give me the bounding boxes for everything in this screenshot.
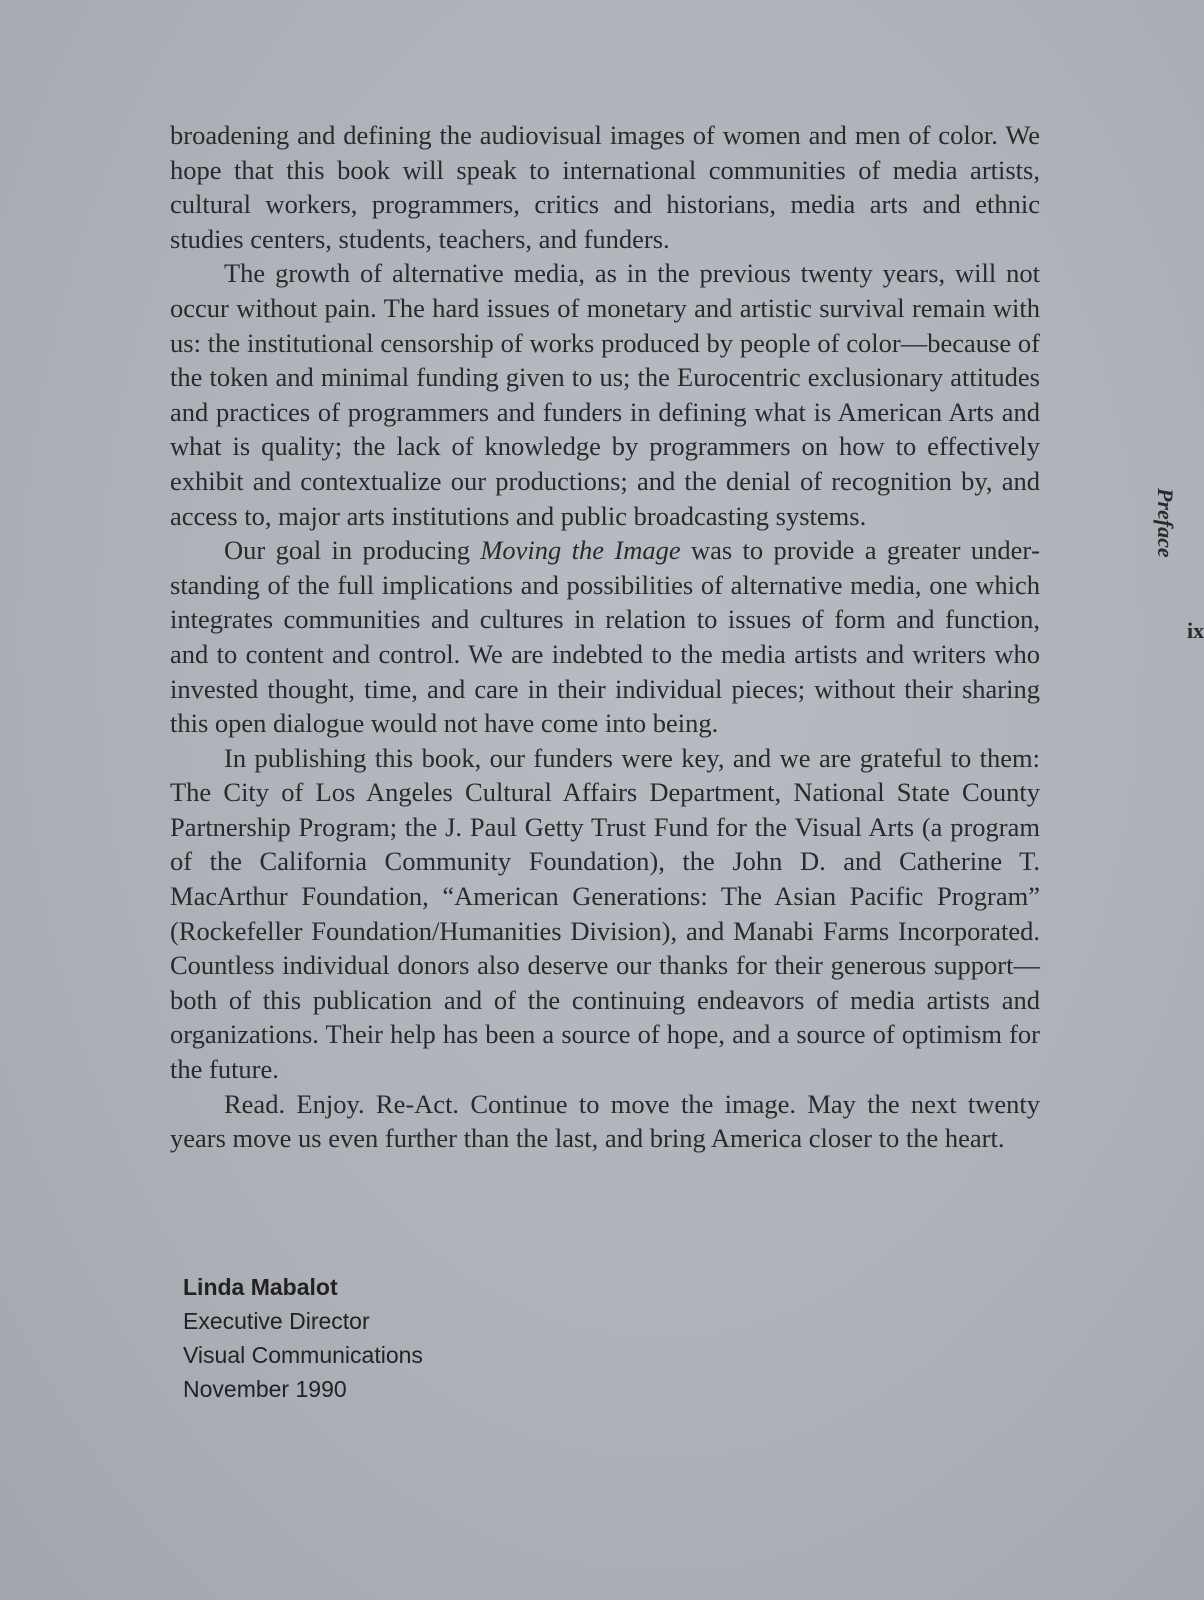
running-head: Preface: [1153, 488, 1178, 558]
page-number: ix: [1187, 618, 1204, 643]
signatory-title: Executive Director: [183, 1308, 370, 1334]
signature-block: [183, 1270, 423, 1406]
paragraph-5: Read. Enjoy. Re-Act. Continue to move the image. May the next twenty years move us even further than the last, and bring America closer to the heart.: [170, 1088, 1040, 1154]
preface-body: [170, 118, 1040, 1156]
paragraph-3-lead: Our goal in producing: [224, 535, 481, 566]
book-title: Moving the Image: [480, 535, 681, 566]
paragraph-4: In publishing this book, our funders were key, and we are grateful to them: The City of Los Angeles Cultural Affairs Department, National State County Partnership Program; the J. Paul Getty Trust Fund for the Visual Arts (a program of the California Community Foundation), the John D. and Catherine T. MacArthur Foundation, “American Generations: The Asian Pacific Program” (Rockefeller Foundation/Humanities Division), and Manabi Farms Incorporated. Countless individual donors also deserve our thanks for their generous support—both of this publication and of the continuing endeavors of media artists and organizations. Their help has been a source of hope, and a source of optimism for the future.: [170, 742, 1040, 1085]
paragraph-1: broadening and defining the audiovisual images of women and men of color. We hope that this book will speak to international communities of media artists, cultural workers, programmers, critics and historians, media arts and ethnic studies centers, students, teachers, and funders.: [170, 120, 1040, 254]
paragraph-2: The growth of alternative media, as in the previous twenty years, will not occur without pain. The hard issues of monetary and artistic survival remain with us: the institutional censorship of works produced by people of color—because of the token and minimal funding given to us; the Eurocentric exclusionary attitudes and practices of programmers and funders in defining what is American Arts and what is quality; the lack of knowledge by programmers on how to effectively exhibit and contextualize our productions; and the denial of recognition by, and access to, major arts institutions and public broadcasting systems.: [170, 258, 1040, 531]
paragraph-3-rest: was to provide a greater understanding of the full implications and possibilities of alternative media, one which integrates communities and cultures in relation to issues of form and function, and to content and control. We are indebted to the media artists and writers who invested thought, time, and care in their individual pieces; without their sharing this open dialogue would not have come into being.: [170, 535, 1040, 739]
signature-date: November 1990: [183, 1376, 347, 1402]
signatory-organization: Visual Communications: [183, 1342, 423, 1368]
paragraph-3: [170, 533, 1040, 741]
signatory-name: Linda Mabalot: [183, 1274, 338, 1300]
